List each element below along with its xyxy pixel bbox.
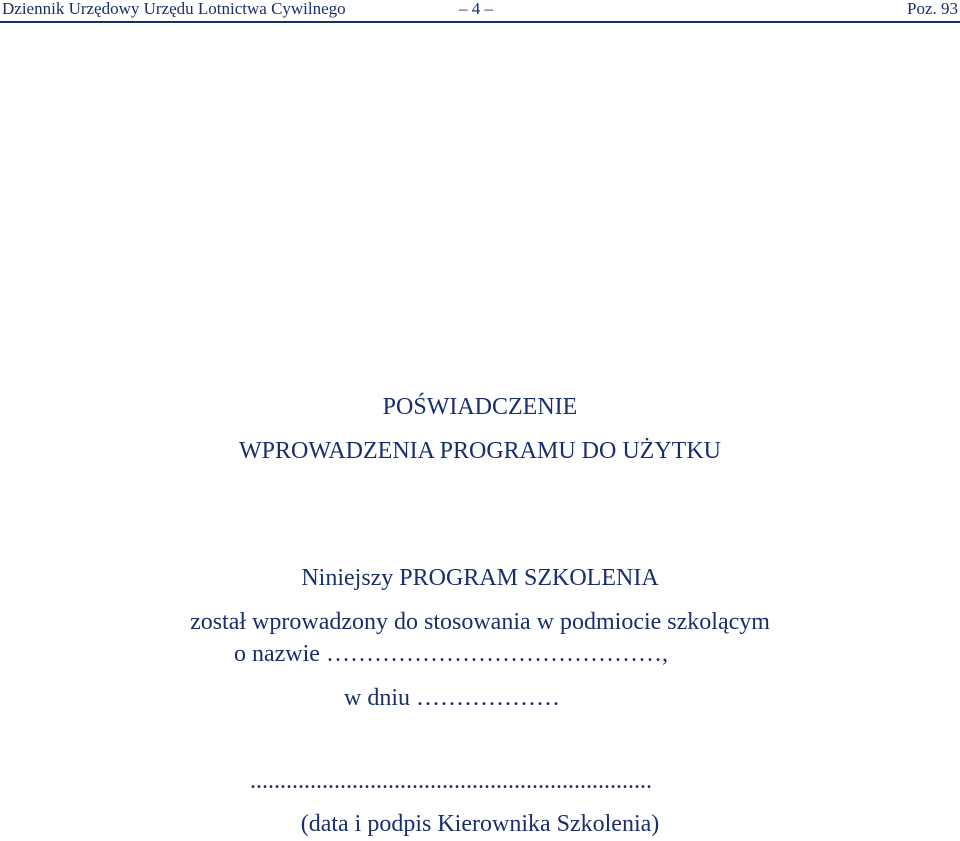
signature-label: (data i podpis Kierownika Szkolenia): [300, 811, 660, 837]
certificate-subtitle: WPROWADZENIA PROGRAMU DO UŻYTKU: [239, 438, 721, 464]
page-number: – 4 –: [459, 0, 493, 18]
page-header: [0, 0, 960, 24]
program-statement: Niniejszy PROGRAM SZKOLENIA: [301, 565, 659, 591]
introduction-statement: został wprowadzony do stosowania w podmiocie szkolącym: [190, 609, 770, 635]
publication-title: Dziennik Urzędowy Urzędu Lotnictwa Cywilnego: [2, 0, 346, 18]
entity-name-field: o nazwie ……………………………………,: [234, 641, 668, 667]
certificate-title: POŚWIADCZENIE: [382, 394, 578, 420]
signature-line: ...................................................................: [250, 768, 652, 794]
header-divider: [0, 21, 960, 23]
position-number: Poz. 93: [907, 0, 958, 18]
date-field: w dniu ………………: [344, 685, 560, 711]
